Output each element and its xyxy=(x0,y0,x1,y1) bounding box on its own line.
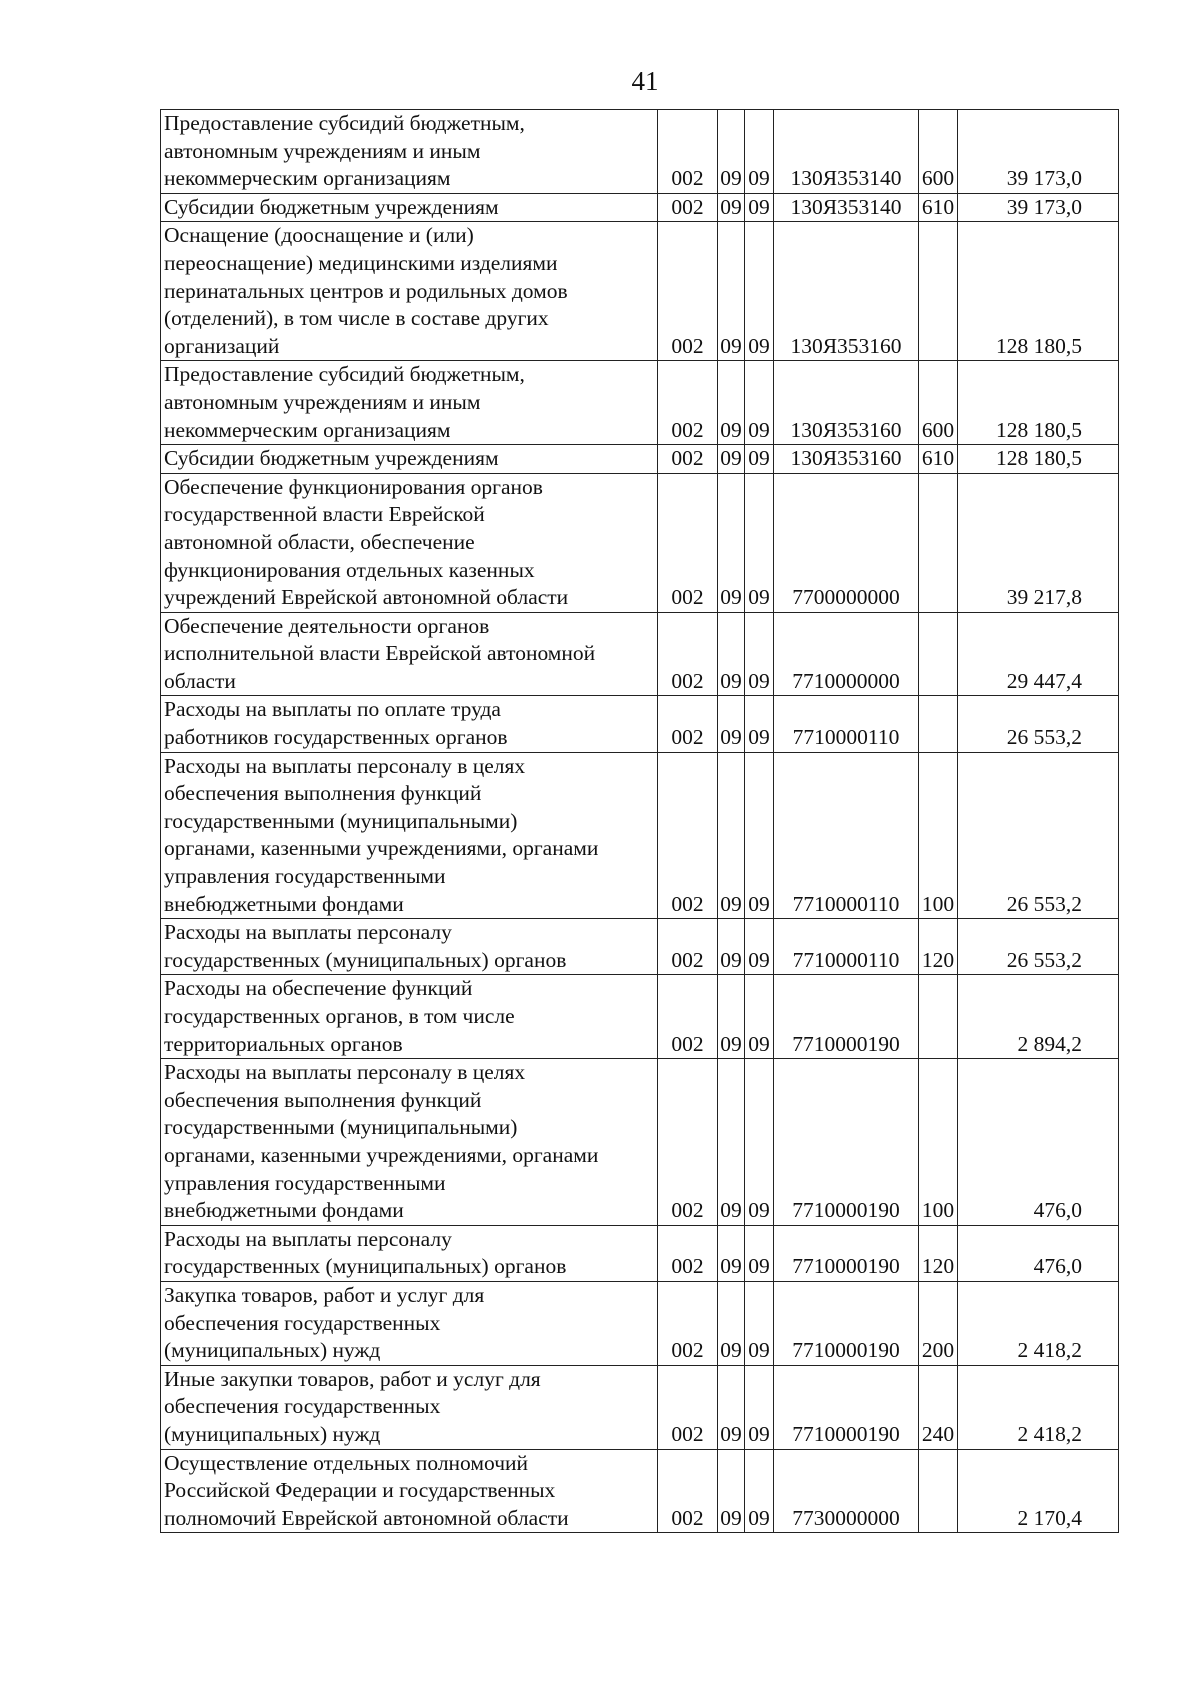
expense-type-cell: 610 xyxy=(919,445,958,474)
table-row xyxy=(161,1059,1119,1226)
subsection-code-cell: 09 xyxy=(745,1365,774,1449)
subsection-code-cell: 09 xyxy=(745,696,774,752)
budget-table xyxy=(160,109,1119,1533)
amount-cell: 39 173,0 xyxy=(958,193,1119,222)
amount-cell: 128 180,5 xyxy=(958,361,1119,445)
expense-type-cell: 610 xyxy=(919,193,958,222)
expense-type-cell: 240 xyxy=(919,1365,958,1449)
expense-type-cell xyxy=(919,975,958,1059)
ministry-code-cell: 002 xyxy=(658,975,718,1059)
expense-name-cell: Расходы на выплаты персоналу государственных (муниципальных) органов xyxy=(161,1225,658,1281)
amount-cell: 26 553,2 xyxy=(958,752,1119,919)
expense-type-cell xyxy=(919,612,958,696)
section-code-cell: 09 xyxy=(718,110,745,194)
ministry-code-cell: 002 xyxy=(658,919,718,975)
section-code-cell: 09 xyxy=(718,1281,745,1365)
table-row xyxy=(161,361,1119,445)
subsection-code-cell: 09 xyxy=(745,222,774,361)
expense-type-cell xyxy=(919,696,958,752)
subsection-code-cell: 09 xyxy=(745,975,774,1059)
table-row xyxy=(161,975,1119,1059)
target-article-cell: 130Я353160 xyxy=(774,361,919,445)
section-code-cell: 09 xyxy=(718,612,745,696)
expense-type-cell: 200 xyxy=(919,1281,958,1365)
amount-cell: 128 180,5 xyxy=(958,222,1119,361)
section-code-cell: 09 xyxy=(718,919,745,975)
amount-cell: 29 447,4 xyxy=(958,612,1119,696)
section-code-cell: 09 xyxy=(718,1365,745,1449)
section-code-cell: 09 xyxy=(718,696,745,752)
target-article-cell: 130Я353140 xyxy=(774,110,919,194)
ministry-code-cell: 002 xyxy=(658,222,718,361)
subsection-code-cell: 09 xyxy=(745,612,774,696)
ministry-code-cell: 002 xyxy=(658,1059,718,1226)
amount-cell: 128 180,5 xyxy=(958,445,1119,474)
ministry-code-cell: 002 xyxy=(658,612,718,696)
amount-cell: 39 173,0 xyxy=(958,110,1119,194)
expense-type-cell: 600 xyxy=(919,110,958,194)
ministry-code-cell: 002 xyxy=(658,696,718,752)
amount-cell: 2 418,2 xyxy=(958,1281,1119,1365)
subsection-code-cell: 09 xyxy=(745,193,774,222)
expense-name-cell: Расходы на выплаты персоналу в целях обеспечения выполнения функций государственными (муниципальными) органами, казенными учреждениями, органами управления государственными внебюджетными фондами xyxy=(161,752,658,919)
target-article-cell: 7700000000 xyxy=(774,473,919,612)
target-article-cell: 7710000190 xyxy=(774,1365,919,1449)
section-code-cell: 09 xyxy=(718,193,745,222)
subsection-code-cell: 09 xyxy=(745,1281,774,1365)
ministry-code-cell: 002 xyxy=(658,445,718,474)
subsection-code-cell: 09 xyxy=(745,752,774,919)
table-row xyxy=(161,110,1119,194)
target-article-cell: 7710000190 xyxy=(774,1059,919,1226)
target-article-cell: 7710000110 xyxy=(774,696,919,752)
expense-type-cell: 120 xyxy=(919,1225,958,1281)
table-row xyxy=(161,752,1119,919)
section-code-cell: 09 xyxy=(718,445,745,474)
expense-type-cell xyxy=(919,473,958,612)
expense-name-cell: Иные закупки товаров, работ и услуг для обеспечения государственных (муниципальных) нужд xyxy=(161,1365,658,1449)
expense-name-cell: Обеспечение функционирования органов государственной власти Еврейской автономной области, обеспечение функционирования отдельных казенных учреждений Еврейской автономной области xyxy=(161,473,658,612)
target-article-cell: 7710000190 xyxy=(774,1281,919,1365)
table-row xyxy=(161,1225,1119,1281)
subsection-code-cell: 09 xyxy=(745,445,774,474)
section-code-cell: 09 xyxy=(718,361,745,445)
section-code-cell: 09 xyxy=(718,752,745,919)
table-row xyxy=(161,1449,1119,1533)
section-code-cell: 09 xyxy=(718,1225,745,1281)
target-article-cell: 7710000190 xyxy=(774,1225,919,1281)
ministry-code-cell: 002 xyxy=(658,1281,718,1365)
ministry-code-cell: 002 xyxy=(658,110,718,194)
ministry-code-cell: 002 xyxy=(658,1225,718,1281)
ministry-code-cell: 002 xyxy=(658,1365,718,1449)
expense-name-cell: Оснащение (дооснащение и (или) переоснащение) медицинскими изделиями перинатальных центров и родильных домов (отделений), в том числе в составе других организаций xyxy=(161,222,658,361)
expense-name-cell: Обеспечение деятельности органов исполнительной власти Еврейской автономной области xyxy=(161,612,658,696)
expense-type-cell: 100 xyxy=(919,1059,958,1226)
ministry-code-cell: 002 xyxy=(658,361,718,445)
amount-cell: 476,0 xyxy=(958,1225,1119,1281)
expense-type-cell: 600 xyxy=(919,361,958,445)
page-number: 41 xyxy=(631,66,659,96)
table-row xyxy=(161,612,1119,696)
expense-type-cell xyxy=(919,222,958,361)
subsection-code-cell: 09 xyxy=(745,1059,774,1226)
section-code-cell: 09 xyxy=(718,975,745,1059)
ministry-code-cell: 002 xyxy=(658,752,718,919)
target-article-cell: 7710000110 xyxy=(774,752,919,919)
expense-type-cell: 100 xyxy=(919,752,958,919)
expense-name-cell: Предоставление субсидий бюджетным, автономным учреждениям и иным некоммерческим организациям xyxy=(161,110,658,194)
amount-cell: 476,0 xyxy=(958,1059,1119,1226)
subsection-code-cell: 09 xyxy=(745,361,774,445)
table-row xyxy=(161,919,1119,975)
ministry-code-cell: 002 xyxy=(658,1449,718,1533)
expense-type-cell xyxy=(919,1449,958,1533)
table-row xyxy=(161,1365,1119,1449)
expense-name-cell: Субсидии бюджетным учреждениям xyxy=(161,445,658,474)
target-article-cell: 7730000000 xyxy=(774,1449,919,1533)
amount-cell: 26 553,2 xyxy=(958,919,1119,975)
expense-type-cell: 120 xyxy=(919,919,958,975)
amount-cell: 39 217,8 xyxy=(958,473,1119,612)
target-article-cell: 7710000110 xyxy=(774,919,919,975)
expense-name-cell: Субсидии бюджетным учреждениям xyxy=(161,193,658,222)
subsection-code-cell: 09 xyxy=(745,1225,774,1281)
amount-cell: 2 170,4 xyxy=(958,1449,1119,1533)
amount-cell: 2 418,2 xyxy=(958,1365,1119,1449)
target-article-cell: 130Я353140 xyxy=(774,193,919,222)
amount-cell: 2 894,2 xyxy=(958,975,1119,1059)
section-code-cell: 09 xyxy=(718,222,745,361)
budget-table-body xyxy=(161,110,1119,1533)
expense-name-cell: Расходы на выплаты персоналу в целях обеспечения выполнения функций государственными (муниципальными) органами, казенными учреждениями, органами управления государственными внебюджетными фондами xyxy=(161,1059,658,1226)
subsection-code-cell: 09 xyxy=(745,1449,774,1533)
expense-name-cell: Закупка товаров, работ и услуг для обеспечения государственных (муниципальных) нужд xyxy=(161,1281,658,1365)
target-article-cell: 130Я353160 xyxy=(774,222,919,361)
table-row xyxy=(161,222,1119,361)
expense-name-cell: Осуществление отдельных полномочий Российской Федерации и государственных полномочий Еврейской автономной области xyxy=(161,1449,658,1533)
section-code-cell: 09 xyxy=(718,473,745,612)
table-row xyxy=(161,193,1119,222)
subsection-code-cell: 09 xyxy=(745,919,774,975)
subsection-code-cell: 09 xyxy=(745,110,774,194)
table-row xyxy=(161,1281,1119,1365)
table-row xyxy=(161,696,1119,752)
expense-name-cell: Расходы на обеспечение функций государственных органов, в том числе территориальных органов xyxy=(161,975,658,1059)
table-row xyxy=(161,473,1119,612)
table-row xyxy=(161,445,1119,474)
expense-name-cell: Расходы на выплаты по оплате труда работников государственных органов xyxy=(161,696,658,752)
expense-name-cell: Предоставление субсидий бюджетным, автономным учреждениям и иным некоммерческим организациям xyxy=(161,361,658,445)
ministry-code-cell: 002 xyxy=(658,473,718,612)
section-code-cell: 09 xyxy=(718,1449,745,1533)
subsection-code-cell: 09 xyxy=(745,473,774,612)
amount-cell: 26 553,2 xyxy=(958,696,1119,752)
section-code-cell: 09 xyxy=(718,1059,745,1226)
target-article-cell: 130Я353160 xyxy=(774,445,919,474)
expense-name-cell: Расходы на выплаты персоналу государственных (муниципальных) органов xyxy=(161,919,658,975)
target-article-cell: 7710000000 xyxy=(774,612,919,696)
ministry-code-cell: 002 xyxy=(658,193,718,222)
target-article-cell: 7710000190 xyxy=(774,975,919,1059)
